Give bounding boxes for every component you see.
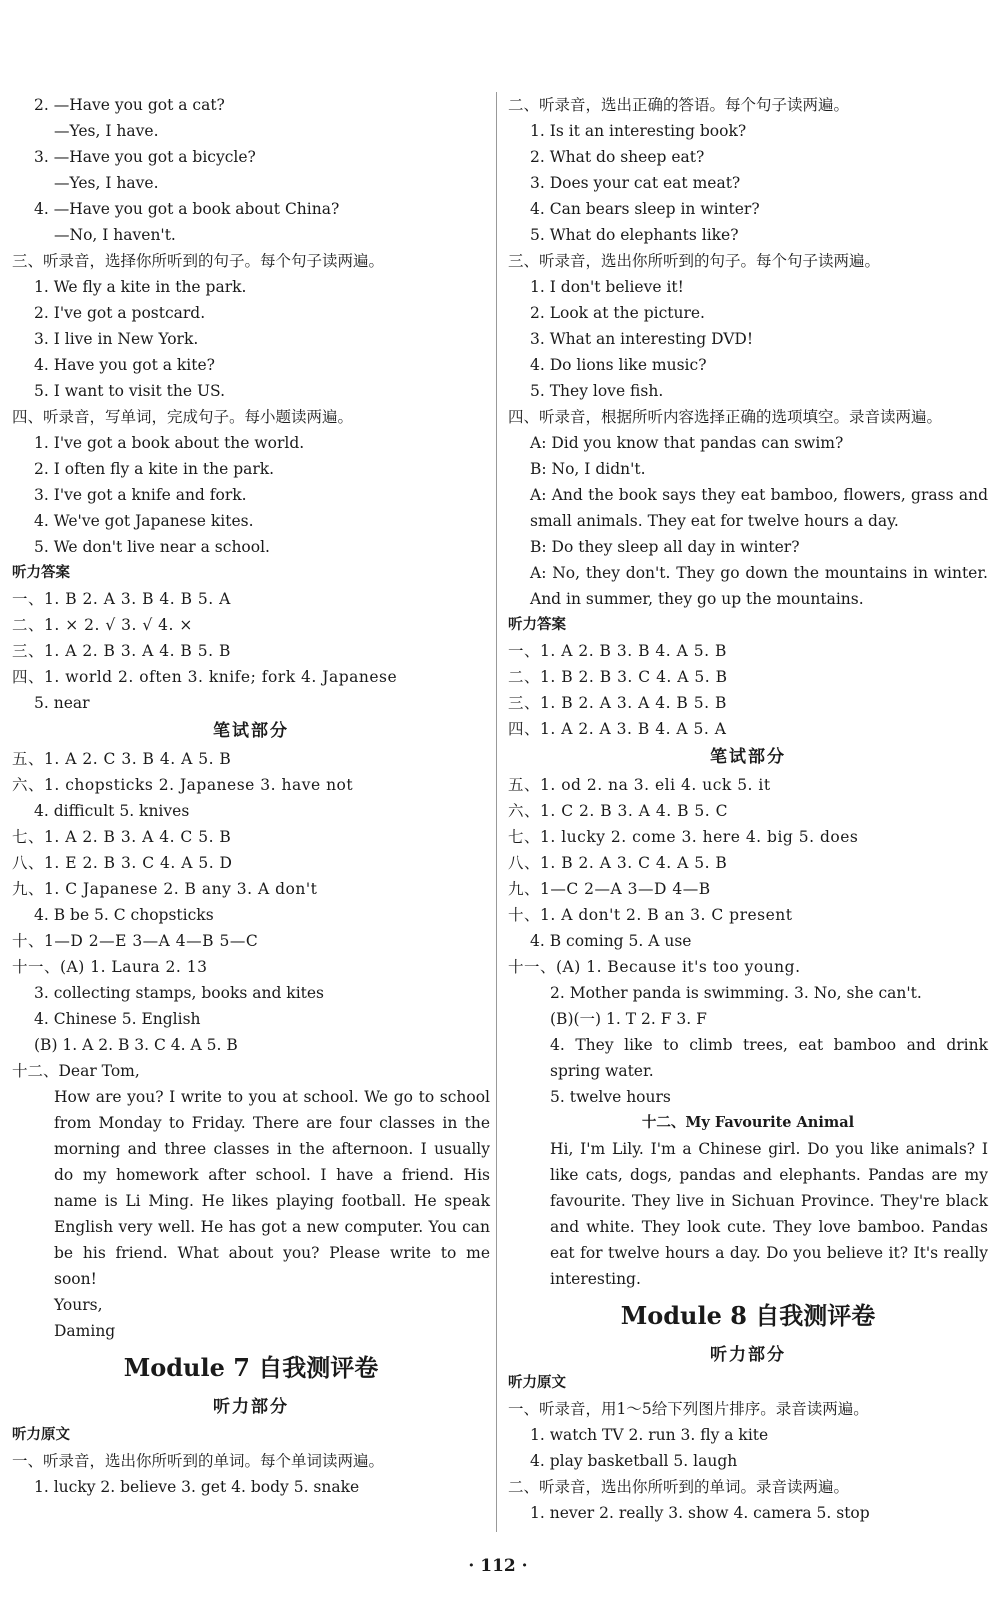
right-line: 听力部分 <box>710 1345 786 1365</box>
left-line: 一、听录音，选出你所听到的单词。每个单词读两遍。 <box>12 1452 385 1470</box>
right-line: 二、听录音，选出正确的答语。每个句子读两遍。 <box>508 96 850 114</box>
left-line: 一、1. B 2. A 3. B 4. B 5. A <box>12 590 231 608</box>
left-line: —Yes, I have. <box>54 174 159 192</box>
right-line: 5. What do elephants like? <box>530 226 739 244</box>
left-line: 二、1. × 2. √ 3. √ 4. × <box>12 616 193 634</box>
right-line: 十一、(A) 1. Because it's too young. <box>508 958 801 976</box>
right-line: A: And the book says they eat bamboo, flowers, grass and small animals. They eat for twelve hours a day. <box>530 486 988 530</box>
right-line: 4. They like to climb trees, eat bamboo and drink spring water. <box>550 1036 988 1080</box>
right-line: B: No, I didn't. <box>530 460 646 478</box>
left-line: 4. difficult 5. knives <box>34 802 190 820</box>
left-line: Module 7 自我测评卷 <box>123 1353 379 1382</box>
right-line: Module 8 自我测评卷 <box>620 1301 876 1330</box>
left-line: 十二、Dear Tom, <box>12 1062 140 1080</box>
left-line: 1. lucky 2. believe 3. get 4. body 5. snake <box>34 1478 360 1496</box>
right-line: 二、1. B 2. B 3. C 4. A 5. B <box>508 668 728 686</box>
right-line: 5. twelve hours <box>550 1088 671 1106</box>
left-line: (B) 1. A 2. B 3. C 4. A 5. B <box>34 1036 238 1054</box>
right-line: Hi, I'm Lily. I'm a Chinese girl. Do you like animals? I like cats, dogs, pandas and elephants. Pandas are my favourite. They live in Sichuan Province. They're black and white. They look cute. They love bamboo. Pandas eat for twelve hours a day. Do you believe it? It's really interesting. <box>550 1140 988 1288</box>
left-line: 听力答案 <box>12 564 70 581</box>
right-line: 十二、My Favourite Animal <box>641 1114 855 1131</box>
right-line: 二、听录音，选出你所听到的单词。录音读两遍。 <box>508 1478 850 1496</box>
right-line: 4. Do lions like music? <box>530 356 707 374</box>
left-line: 3. —Have you got a bicycle? <box>34 148 256 166</box>
right-line: 四、听录音，根据所听内容选择正确的选项填空。录音读两遍。 <box>508 408 943 426</box>
left-line: 六、1. chopsticks 2. Japanese 3. have not <box>12 776 354 794</box>
left-line: Yours, <box>54 1296 103 1314</box>
right-line: 三、听录音，选出你所听到的句子。每个句子读两遍。 <box>508 252 881 270</box>
left-line: 听力部分 <box>213 1397 289 1417</box>
left-line: 4. —Have you got a book about China? <box>34 200 340 218</box>
right-line: 笔试部分 <box>710 747 786 767</box>
left-line: 4. Chinese 5. English <box>34 1010 201 1028</box>
left-line: 五、1. A 2. C 3. B 4. A 5. B <box>12 750 232 768</box>
left-line: 十、1—D 2—E 3—A 4—B 5—C <box>12 932 259 950</box>
right-column <box>508 92 988 1526</box>
left-line: 三、1. A 2. B 3. A 4. B 5. B <box>12 642 231 660</box>
left-line: —No, I haven't. <box>54 226 176 244</box>
right-line: 4. Can bears sleep in winter? <box>530 200 760 218</box>
left-line: 四、听录音，写单词，完成句子。每小题读两遍。 <box>12 408 354 426</box>
right-line: 2. Mother panda is swimming. 3. No, she can't. <box>550 984 922 1002</box>
left-line: 2. I've got a postcard. <box>34 304 206 322</box>
right-line: A: Did you know that pandas can swim? <box>530 434 844 452</box>
left-line: —Yes, I have. <box>54 122 159 140</box>
left-line: 3. I live in New York. <box>34 330 199 348</box>
right-line: 七、1. lucky 2. come 3. here 4. big 5. does <box>508 828 859 846</box>
right-line: 4. B coming 5. A use <box>530 932 692 950</box>
right-line: 五、1. od 2. na 3. eli 4. uck 5. it <box>508 776 771 794</box>
left-line: 笔试部分 <box>213 721 289 741</box>
right-line: 九、1—C 2—A 3—D 4—B <box>508 880 711 898</box>
right-line: 4. play basketball 5. laugh <box>530 1452 738 1470</box>
left-line: 5. We don't live near a school. <box>34 538 270 556</box>
right-line: 一、听录音，用1～5给下列图片排序。录音读两遍。 <box>508 1400 869 1418</box>
right-line: 1. I don't believe it! <box>530 278 684 296</box>
left-line: 1. We fly a kite in the park. <box>34 278 247 296</box>
left-line: 4. B be 5. C chopsticks <box>34 906 214 924</box>
left-line: 3. collecting stamps, books and kites <box>34 984 325 1002</box>
right-line: 听力原文 <box>508 1374 566 1391</box>
left-line: How are you? I write to you at school. We go to school from Monday to Friday. There are four classes in the morning and three classes in the afternoon. I usually do my homework after school. I have a friend. His name is Li Ming. He likes playing football. He speak English very well. He has got a new computer. You can be his friend. What about you? Please write to me soon! <box>54 1088 490 1288</box>
left-line: 1. I've got a book about the world. <box>34 434 305 452</box>
left-line: 七、1. A 2. B 3. A 4. C 5. B <box>12 828 232 846</box>
left-line: 3. I've got a knife and fork. <box>34 486 247 504</box>
right-line: 四、1. A 2. A 3. B 4. A 5. A <box>508 720 727 738</box>
left-line: 听力原文 <box>12 1426 70 1443</box>
left-line: 5. near <box>34 694 90 712</box>
right-line: B: Do they sleep all day in winter? <box>530 538 800 556</box>
left-column <box>12 92 490 1500</box>
page-number: · 112 · <box>468 1556 528 1576</box>
right-line: 十、1. A don't 2. B an 3. C present <box>508 906 793 924</box>
left-line: 2. —Have you got a cat? <box>34 96 225 114</box>
right-line: 2. What do sheep eat? <box>530 148 705 166</box>
left-line: 2. I often fly a kite in the park. <box>34 460 275 478</box>
right-line: 六、1. C 2. B 3. A 4. B 5. C <box>508 802 728 820</box>
right-line: 八、1. B 2. A 3. C 4. A 5. B <box>508 854 728 872</box>
right-line: 1. Is it an interesting book? <box>530 122 747 140</box>
right-line: (B)(一) 1. T 2. F 3. F <box>550 1010 707 1028</box>
right-line: 2. Look at the picture. <box>530 304 705 322</box>
left-line: 九、1. C Japanese 2. B any 3. A don't <box>12 880 318 898</box>
right-line: 5. They love fish. <box>530 382 664 400</box>
right-line: 一、1. A 2. B 3. B 4. A 5. B <box>508 642 727 660</box>
left-line: 四、1. world 2. often 3. knife; fork 4. Japanese <box>12 668 398 686</box>
right-line: 1. never 2. really 3. show 4. camera 5. stop <box>530 1504 870 1522</box>
right-line: 3. Does your cat eat meat? <box>530 174 741 192</box>
right-line: A: No, they don't. They go down the mountains in winter. And in summer, they go up the mountains. <box>530 564 988 608</box>
left-line: 4. Have you got a kite? <box>34 356 215 374</box>
left-line: 5. I want to visit the US. <box>34 382 226 400</box>
left-line: 4. We've got Japanese kites. <box>34 512 254 530</box>
left-line: 三、听录音，选择你所听到的句子。每个句子读两遍。 <box>12 252 385 270</box>
column-divider <box>496 92 497 1532</box>
right-line: 听力答案 <box>508 616 566 633</box>
left-line: Daming <box>54 1322 116 1340</box>
right-line: 3. What an interesting DVD! <box>530 330 754 348</box>
left-line: 十一、(A) 1. Laura 2. 13 <box>12 958 208 976</box>
left-line: 八、1. E 2. B 3. C 4. A 5. D <box>12 854 233 872</box>
right-line: 1. watch TV 2. run 3. fly a kite <box>530 1426 769 1444</box>
right-line: 三、1. B 2. A 3. A 4. B 5. B <box>508 694 727 712</box>
